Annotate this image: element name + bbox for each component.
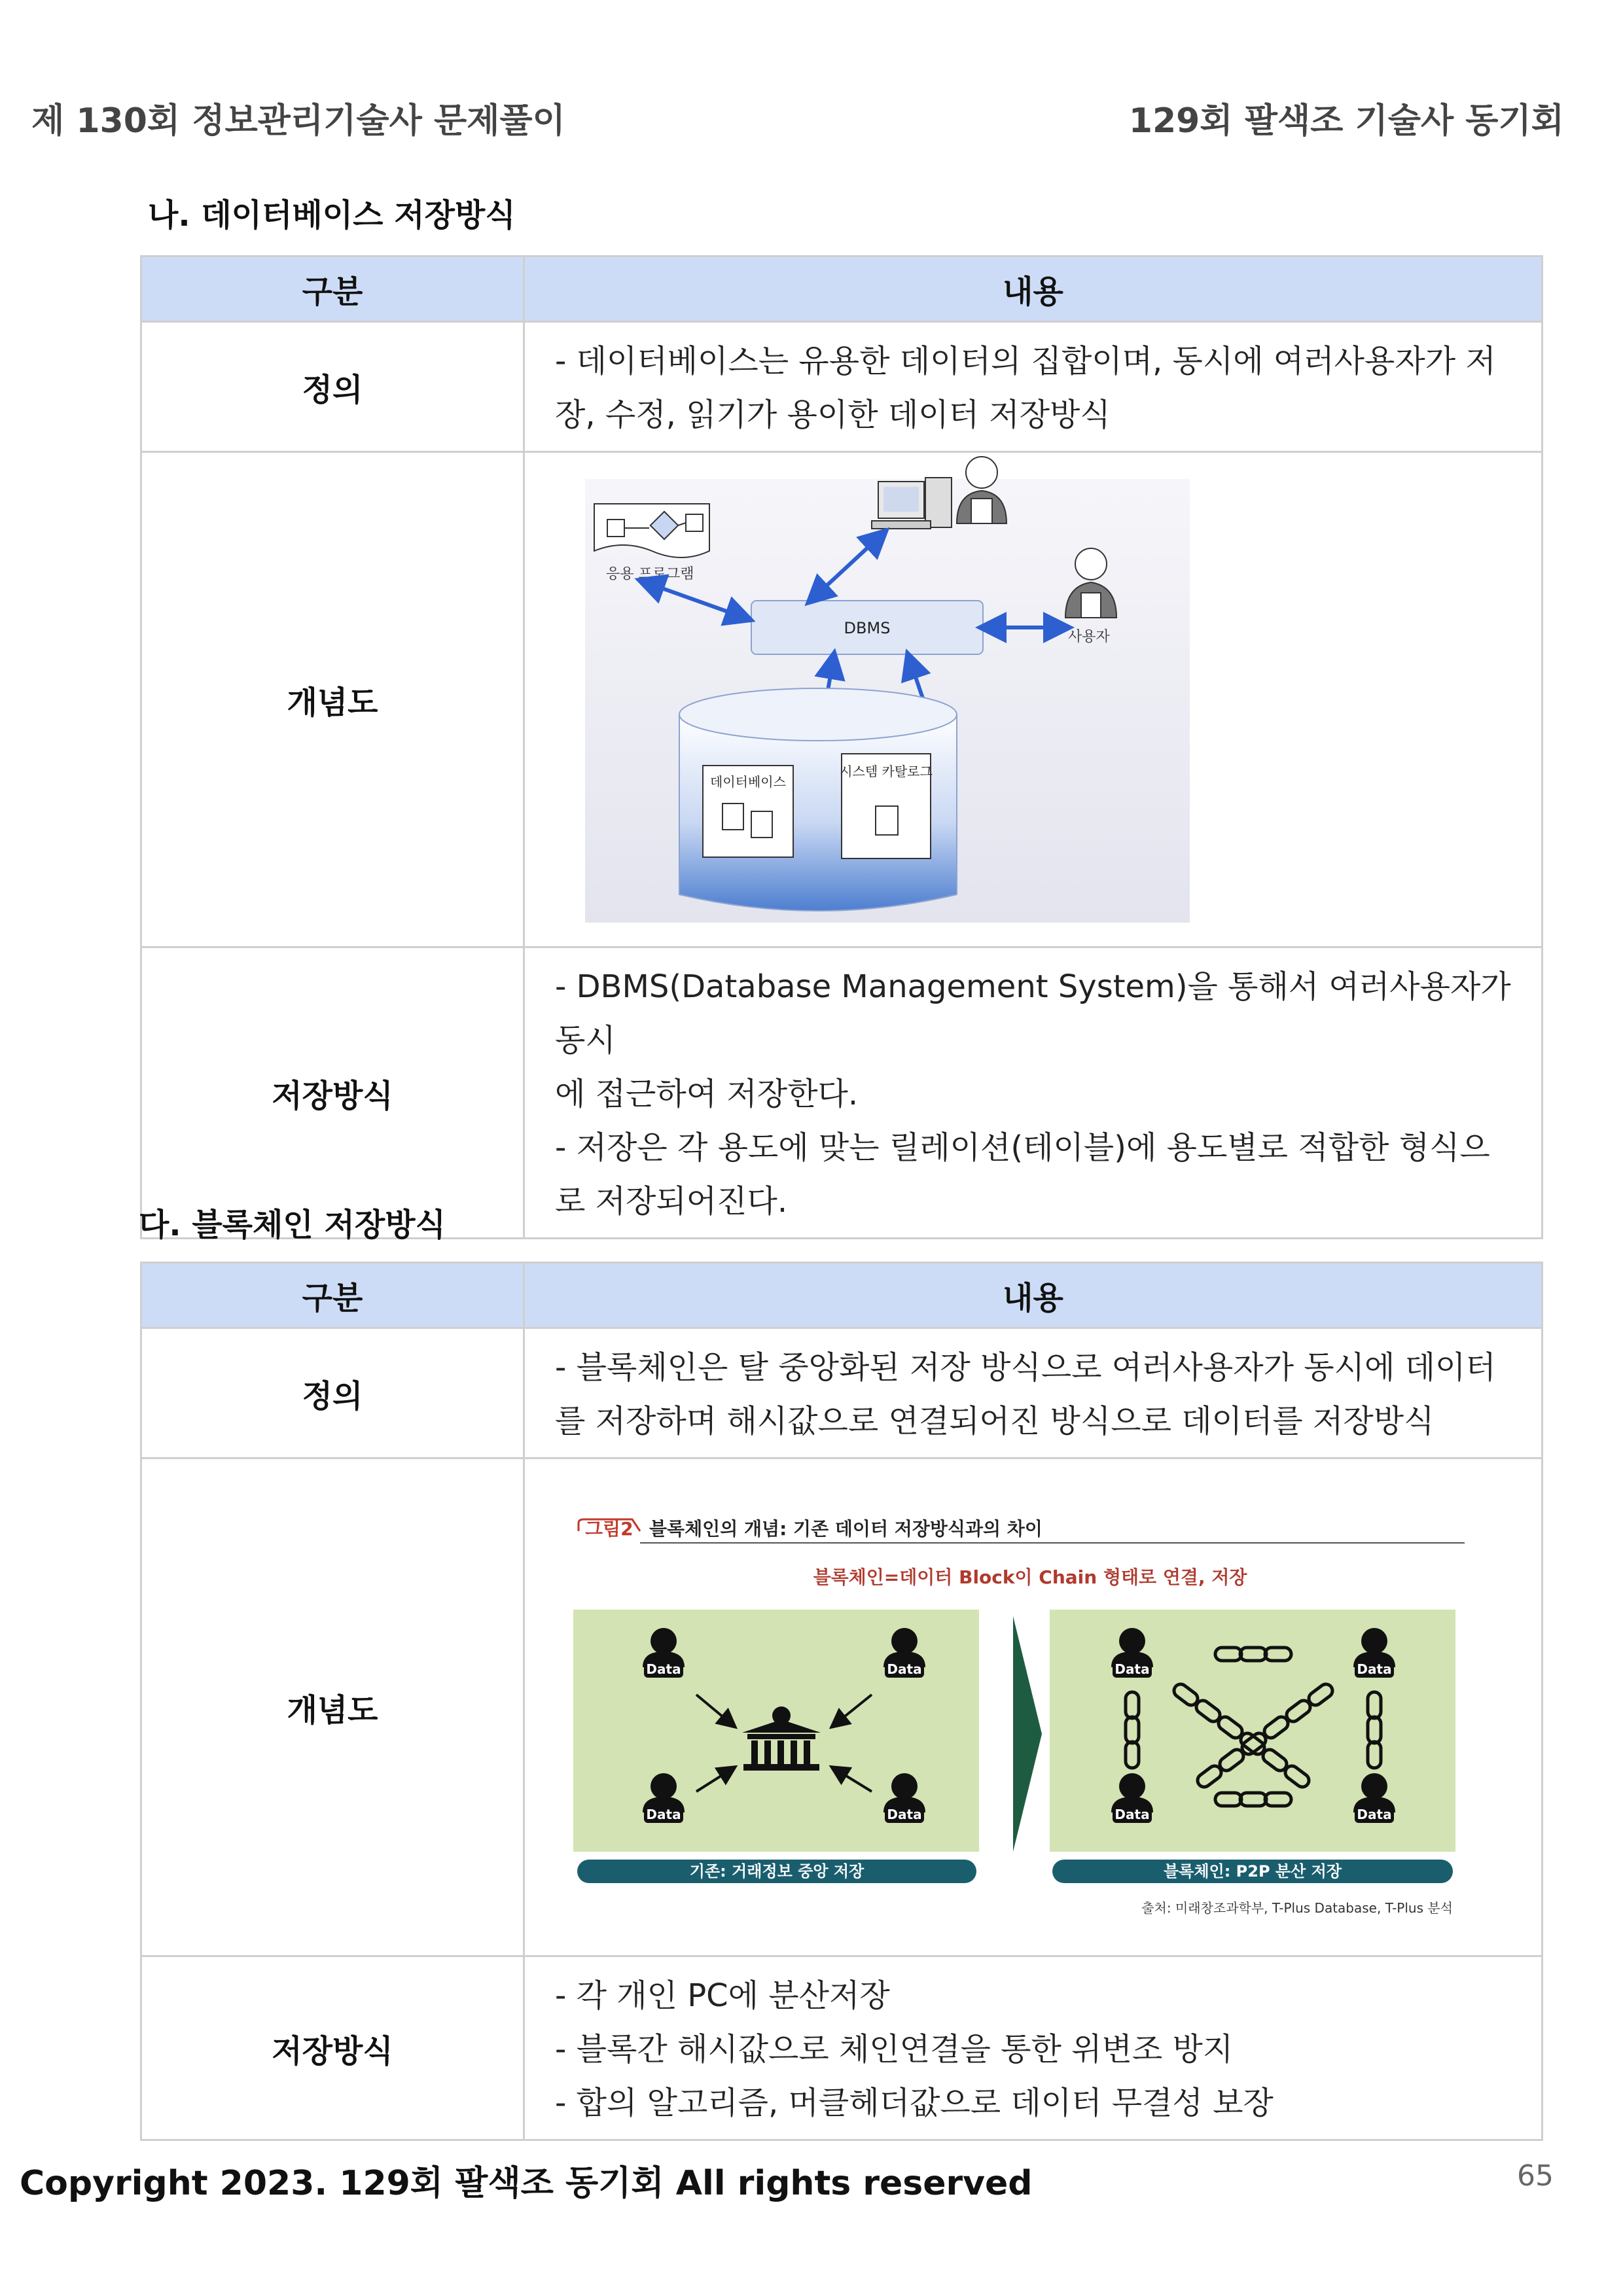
text-line: - 합의 알고리즘, 머클헤더값으로 데이터 무결성 보장 [555, 2085, 1274, 2121]
row-label-concept: 개념도 [141, 452, 524, 947]
footer-copyright: Copyright 2023. 129회 팔색조 동기회 All rights reserved [20, 2164, 1033, 2203]
blockchain-table [140, 1262, 1543, 2141]
text-line: - 데이터베이스는 유용한 데이터의 집합이며, 동시에 여러사용자가 저 [555, 343, 1496, 380]
col-header-category: 구분 [141, 1263, 524, 1328]
text-line: - 각 개인 PC에 분산저장 [555, 1977, 890, 2014]
document-icon [876, 806, 898, 835]
row-label-definition: 정의 [141, 1328, 524, 1458]
data-label: Data [646, 1807, 681, 1822]
page-number: 65 [1517, 2159, 1554, 2193]
text-line: - DBMS(Database Management System)을 통해서 여러사용자가 동시 [555, 968, 1511, 1059]
system-catalog-label: 시스템 카탈로그 [840, 764, 933, 779]
dbms-label: DBMS [844, 619, 891, 637]
transition-arrow [1013, 1616, 1042, 1852]
row-label-storage: 저장방식 [141, 947, 524, 1239]
text-line: - 블록체인은 탈 중앙화된 저장 방식으로 여러사용자가 동시에 데이터 [555, 1349, 1496, 1386]
text-line: 로 저장되어진다. [555, 1183, 788, 1220]
document-header-left: 제 130회 정보관리기술사 문제풀이 [31, 101, 565, 141]
row-label-storage: 저장방식 [141, 1956, 524, 2140]
caption-p2p-storage: 블록체인: P2P 분산 저장 [1163, 1862, 1342, 1881]
data-label: Data [1357, 1661, 1392, 1677]
data-label: Data [1115, 1661, 1150, 1677]
application-program-label: 응용 프로그램 [606, 566, 694, 582]
figure-tag: 그림2 [585, 1518, 633, 1540]
caption-central-storage: 기존: 거래정보 중앙 저장 [689, 1862, 865, 1881]
data-label: Data [646, 1661, 681, 1677]
bc-concept-cell [524, 1458, 1543, 1956]
data-label: Data [1357, 1807, 1392, 1822]
figure-subtitle: 블록체인=데이터 Block이 Chain 형태로 연결, 저장 [813, 1566, 1247, 1588]
database-table [140, 255, 1543, 1239]
db-definition-content [524, 322, 1543, 452]
bc-definition-content [524, 1328, 1543, 1458]
row-label-definition: 정의 [141, 322, 524, 452]
text-line: - 저장은 각 용도에 맞는 릴레이션(테이블)에 용도별로 적합한 형식으 [555, 1129, 1490, 1166]
document-header-right: 129회 팔색조 기술사 동기회 [1128, 101, 1564, 141]
dbms-diagram [525, 453, 1541, 944]
row-label-concept: 개념도 [141, 1458, 524, 1956]
db-concept-cell [524, 452, 1543, 947]
text-line: 를 저장하며 해시값으로 연결되어진 방식으로 데이터를 저장방식 [555, 1403, 1435, 1439]
blockchain-diagram [525, 1459, 1541, 1952]
figure-source: 출처: 미래창조과학부, T-Plus Database, T-Plus 분석 [1141, 1900, 1453, 1916]
user-label: 사용자 [1068, 629, 1110, 645]
document-icon [751, 811, 772, 838]
data-label: Data [887, 1661, 922, 1677]
col-header-content: 내용 [524, 1263, 1543, 1328]
computer-icon [872, 478, 952, 529]
section-title-database: 나. 데이터베이스 저장방식 [148, 197, 516, 234]
db-storage-content [524, 947, 1543, 1239]
database-label: 데이터베이스 [710, 774, 786, 790]
document-icon [722, 804, 743, 830]
section-title-blockchain: 다. 블록체인 저장방식 [139, 1207, 446, 1243]
text-line: - 블록간 해시값으로 체인연결을 통한 위변조 방지 [555, 2031, 1234, 2068]
figure-title: 블록체인의 개념: 기존 데이터 저장방식과의 차이 [649, 1518, 1043, 1540]
col-header-category: 구분 [141, 256, 524, 322]
data-label: Data [887, 1807, 922, 1822]
col-header-content: 내용 [524, 256, 1543, 322]
text-line: 장, 수정, 읽기가 용이한 데이터 저장방식 [555, 397, 1111, 433]
data-label: Data [1115, 1807, 1150, 1822]
bc-storage-content [524, 1956, 1543, 2140]
text-line: 에 접근하여 저장한다. [555, 1076, 859, 1112]
